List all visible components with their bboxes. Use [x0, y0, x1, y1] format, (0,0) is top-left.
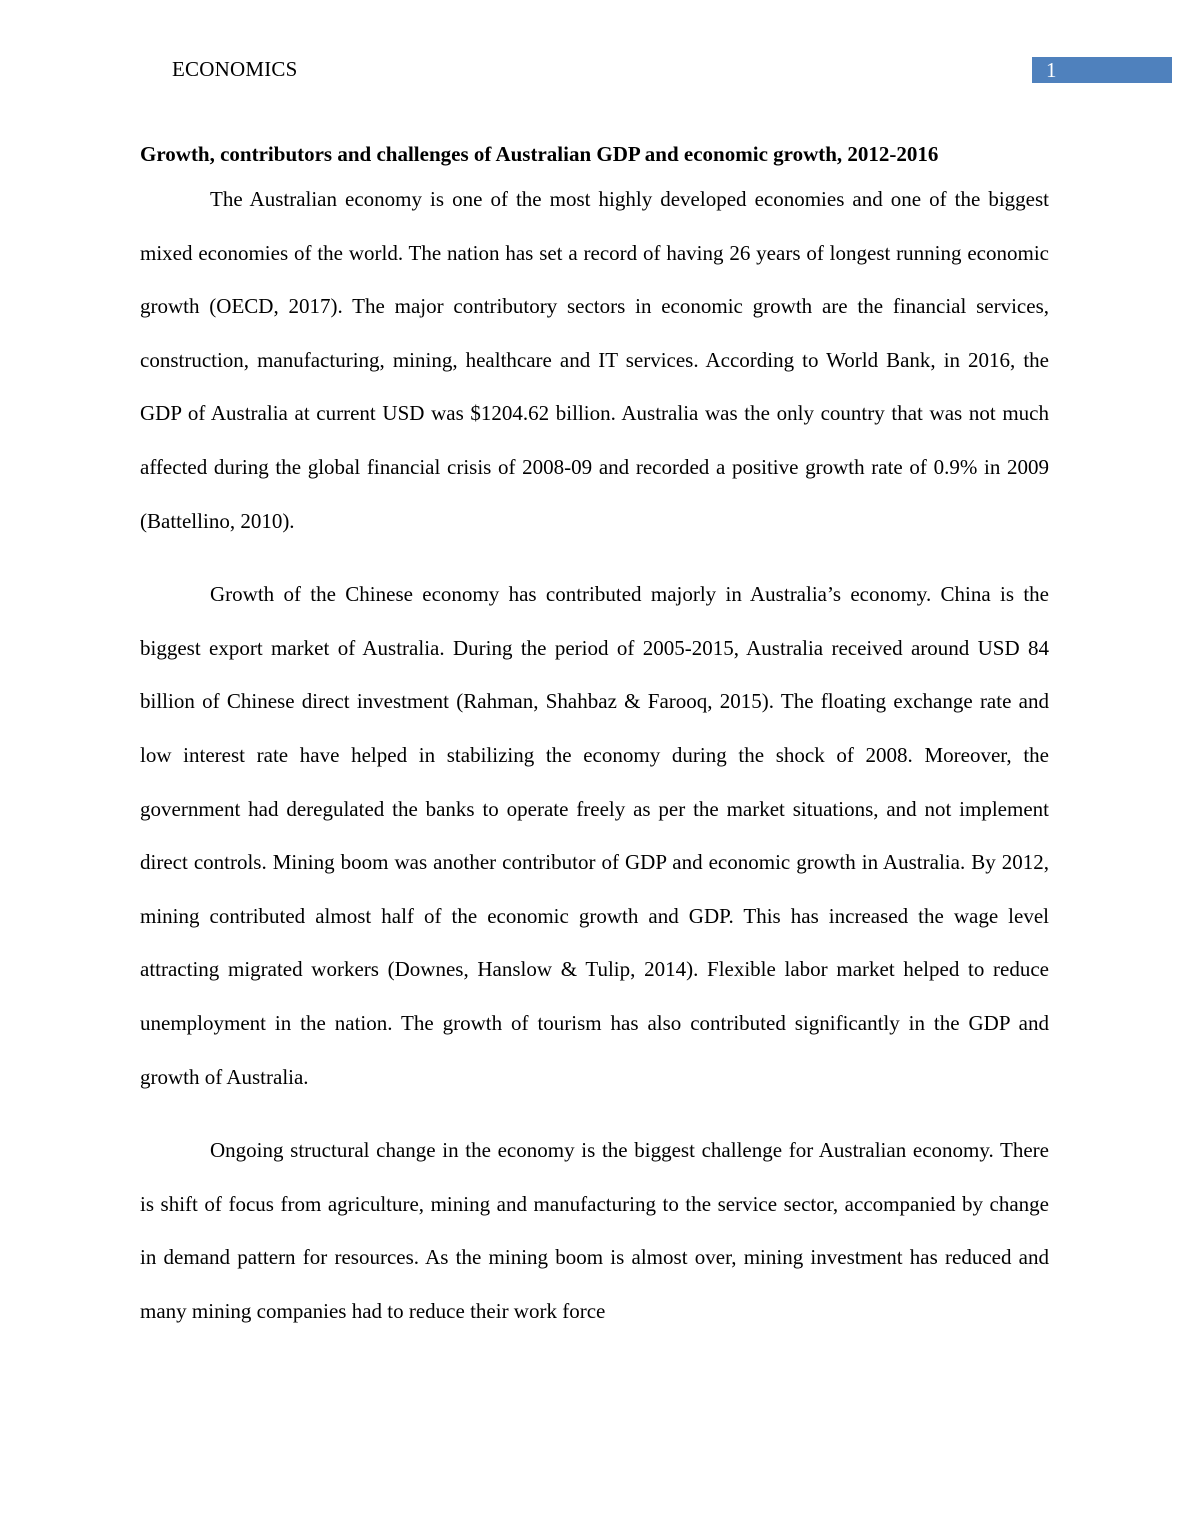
- page-number: 1: [1046, 58, 1057, 82]
- document-heading: Growth, contributors and challenges of Australian GDP and economic growth, 2012-2016: [140, 142, 939, 166]
- paragraph-3: Ongoing structural change in the economy is the biggest challenge for Australian economy. There is shift of focus from agriculture, mining and manufacturing to the service sector, accompanied by change in demand pattern for resources. As the mining boom is almost over, mining investment has reduced and many mining companies had to reduce their work force: [140, 1138, 1049, 1323]
- page-number-box: [1032, 57, 1172, 83]
- paragraph-1: The Australian economy is one of the most highly developed economies and one of the biggest mixed economies of the world. The nation has set a record of having 26 years of longest running economic growth (OECD, 2017). The major contributory sectors in economic growth are the financial services, construction, manufacturing, mining, healthcare and IT services. According to World Bank, in 2016, the GDP of Australia at current USD was $1204.62 billion. Australia was the only country that was not much affected during the global financial crisis of 2008-09 and recorded a positive growth rate of 0.9% in 2009 (Battellino, 2010).: [140, 187, 1049, 533]
- paragraph-2: Growth of the Chinese economy has contributed majorly in Australia’s economy. China is the biggest export market of Australia. During the period of 2005-2015, Australia received around USD 84 billion of Chinese direct investment (Rahman, Shahbaz & Farooq, 2015). The floating exchange rate and low interest rate have helped in stabilizing the economy during the shock of 2008. Moreover, the government had deregulated the banks to operate freely as per the market situations, and not implement direct controls. Mining boom was another contributor of GDP and economic growth in Australia. By 2012, mining contributed almost half of the economic growth and GDP. This has increased the wage level attracting migrated workers (Downes, Hanslow & Tulip, 2014). Flexible labor market helped to reduce unemployment in the nation. The growth of tourism has also contributed significantly in the GDP and growth of Australia.: [140, 582, 1049, 1089]
- document-body: [140, 135, 1049, 1358]
- running-header-title: ECONOMICS: [172, 57, 298, 81]
